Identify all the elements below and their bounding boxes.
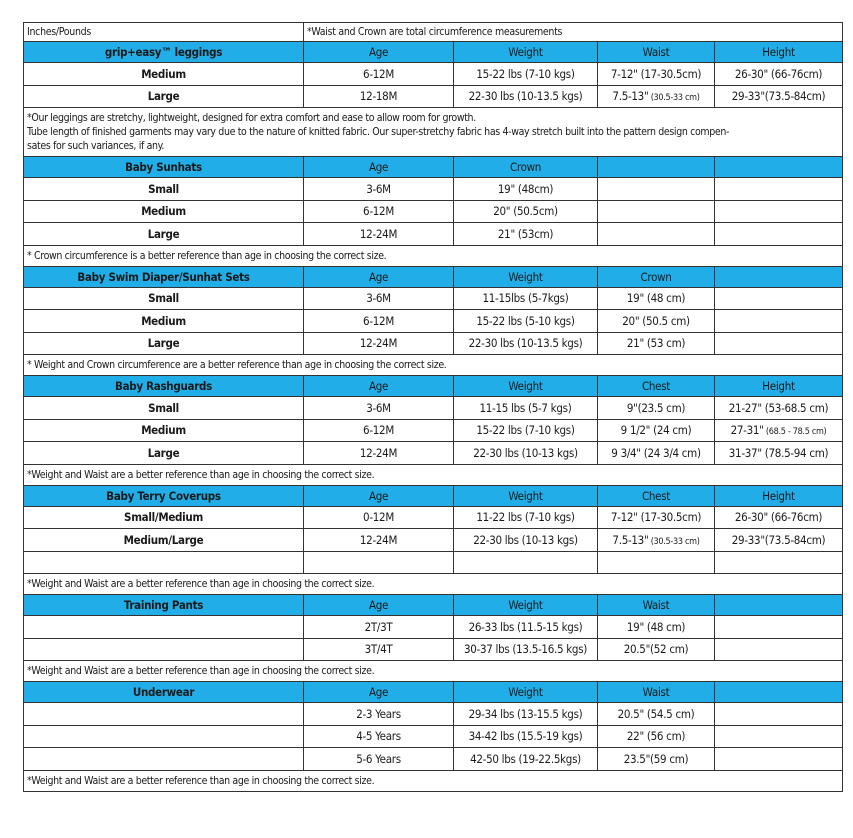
age-cell: 12-24M	[304, 529, 454, 552]
crown-cell: 21" (53cm)	[454, 223, 598, 246]
height-value: 27-31"	[730, 423, 764, 438]
chest-cell: 7-12" (17-30.5cm)	[598, 506, 715, 529]
size-label: Small	[24, 397, 304, 420]
empty-cell	[24, 551, 304, 574]
training-pants-header-row	[24, 595, 843, 616]
empty-cell	[715, 310, 843, 333]
note-row	[24, 108, 843, 157]
column-header-weight: Weight	[454, 682, 598, 703]
leggings-title: grip+easy™ leggings	[24, 42, 304, 63]
crown-cell: 19" (48cm)	[454, 178, 598, 201]
size-label: Small	[24, 287, 304, 310]
column-header-waist: Waist	[598, 595, 715, 616]
table-row	[24, 529, 843, 552]
leggings-note	[24, 108, 843, 157]
table-row	[24, 616, 843, 639]
note-row	[24, 770, 843, 791]
underwear-header-row	[24, 682, 843, 703]
coverups-header-row	[24, 485, 843, 506]
weight-cell: 11-22 lbs (7-10 kgs)	[454, 506, 598, 529]
chest-cell: 9 3/4" (24 3/4 cm)	[598, 442, 715, 465]
table-row	[24, 725, 843, 748]
circumference-note: *Waist and Crown are total circumference measurements	[304, 23, 843, 42]
crown-cell: 19" (48 cm)	[598, 287, 715, 310]
age-cell: 12-24M	[304, 332, 454, 355]
height-cell	[715, 419, 843, 442]
empty-cell	[715, 638, 843, 661]
sunhats-title: Baby Sunhats	[24, 157, 304, 178]
table-row	[24, 332, 843, 355]
weight-cell: 26-33 lbs (11.5-15 kgs)	[454, 616, 598, 639]
age-cell: 6-12M	[304, 63, 454, 86]
note-row	[24, 355, 843, 376]
size-label: Large	[24, 223, 304, 246]
waist-cell: 20.5" (54.5 cm)	[598, 703, 715, 726]
swim-sets-title: Baby Swim Diaper/Sunhat Sets	[24, 266, 304, 287]
note-line: sates for such variances, if any.	[27, 140, 165, 152]
training-pants-note: *Weight and Waist are a better reference than age in choosing the correct size.	[24, 661, 843, 682]
column-header-empty	[715, 157, 843, 178]
empty-cell	[24, 703, 304, 726]
column-header-weight: Weight	[454, 485, 598, 506]
size-label: Medium	[24, 419, 304, 442]
column-header-age: Age	[304, 42, 454, 63]
empty-cell	[598, 200, 715, 223]
column-header-height: Height	[715, 376, 843, 397]
units-row	[24, 23, 843, 42]
weight-cell: 15-22 lbs (5-10 kgs)	[454, 310, 598, 333]
size-label: Medium/Large	[24, 529, 304, 552]
size-label: Small/Medium	[24, 506, 304, 529]
size-label: Medium	[24, 310, 304, 333]
column-header-empty	[715, 682, 843, 703]
size-label: Medium	[24, 200, 304, 223]
weight-cell: 29-34 lbs (13-15.5 kgs)	[454, 703, 598, 726]
column-header-empty	[715, 266, 843, 287]
empty-cell	[24, 616, 304, 639]
coverups-note: *Weight and Waist are a better reference than age in choosing the correct size.	[24, 574, 843, 595]
empty-cell	[24, 638, 304, 661]
chest-cell: 9 1/2" (24 cm)	[598, 419, 715, 442]
waist-cell: 7-12" (17-30.5cm)	[598, 63, 715, 86]
table-row	[24, 442, 843, 465]
empty-cell	[24, 748, 304, 771]
note-line: Tube length of finished garments may vary due to the nature of knitted fabric. Our super-stretchy fabric has 4-way stretch built into the pattern design compen-	[27, 126, 730, 138]
empty-cell	[715, 332, 843, 355]
empty-cell	[598, 178, 715, 201]
table-row	[24, 419, 843, 442]
empty-cell	[304, 551, 454, 574]
training-pants-title: Training Pants	[24, 595, 304, 616]
table-row	[24, 748, 843, 771]
waist-cell: 19" (48 cm)	[598, 616, 715, 639]
weight-cell: 15-22 lbs (7-10 kgs)	[454, 63, 598, 86]
age-cell: 4-5 Years	[304, 725, 454, 748]
table-row	[24, 638, 843, 661]
column-header-waist: Waist	[598, 682, 715, 703]
note-row	[24, 661, 843, 682]
crown-cell: 20" (50.5cm)	[454, 200, 598, 223]
table-row	[24, 506, 843, 529]
coverups-title: Baby Terry Coverups	[24, 485, 304, 506]
age-cell: 3T/4T	[304, 638, 454, 661]
waist-cell: 20.5"(52 cm)	[598, 638, 715, 661]
weight-cell: 30-37 lbs (13.5-16.5 kgs)	[454, 638, 598, 661]
waist-cell: 23.5"(59 cm)	[598, 748, 715, 771]
column-header-height: Height	[715, 42, 843, 63]
height-cell: 26-30" (66-76cm)	[715, 63, 843, 86]
empty-cell	[715, 725, 843, 748]
age-cell: 12-18M	[304, 85, 454, 108]
table-row	[24, 178, 843, 201]
height-cell: 26-30" (66-76cm)	[715, 506, 843, 529]
height-cell: 21-27" (53-68.5 cm)	[715, 397, 843, 420]
empty-cell	[715, 178, 843, 201]
note-row	[24, 464, 843, 485]
leggings-header-row	[24, 42, 843, 63]
age-cell: 2T/3T	[304, 616, 454, 639]
column-header-age: Age	[304, 682, 454, 703]
table-row	[24, 310, 843, 333]
empty-cell	[24, 725, 304, 748]
column-header-chest: Chest	[598, 485, 715, 506]
note-row	[24, 245, 843, 266]
empty-cell	[598, 223, 715, 246]
sunhats-header-row	[24, 157, 843, 178]
rashguards-header-row	[24, 376, 843, 397]
empty-cell	[715, 748, 843, 771]
table-row	[24, 223, 843, 246]
empty-cell	[715, 200, 843, 223]
age-cell: 12-24M	[304, 223, 454, 246]
units-label: Inches/Pounds	[24, 23, 304, 42]
empty-cell	[715, 616, 843, 639]
table-row	[24, 703, 843, 726]
empty-cell	[715, 703, 843, 726]
age-cell: 3-6M	[304, 178, 454, 201]
age-cell: 3-6M	[304, 287, 454, 310]
crown-cell: 21" (53 cm)	[598, 332, 715, 355]
chest-cell: 9"(23.5 cm)	[598, 397, 715, 420]
age-cell: 6-12M	[304, 419, 454, 442]
column-header-chest: Chest	[598, 376, 715, 397]
weight-cell: 11-15 lbs (5-7 kgs)	[454, 397, 598, 420]
age-cell: 6-12M	[304, 200, 454, 223]
waist-cell: 22" (56 cm)	[598, 725, 715, 748]
column-header-height: Height	[715, 485, 843, 506]
note-line: *Our leggings are stretchy, lightweight, designed for extra comfort and ease to allow room for growth.	[27, 112, 476, 124]
size-label: Large	[24, 332, 304, 355]
weight-cell: 42-50 lbs (19-22.5kgs)	[454, 748, 598, 771]
height-metric: (68.5 - 78.5 cm)	[763, 427, 827, 438]
table-row	[24, 63, 843, 86]
waist-cell	[598, 85, 715, 108]
weight-cell: 22-30 lbs (10-13.5 kgs)	[454, 332, 598, 355]
empty-cell	[598, 551, 715, 574]
weight-cell: 22-30 lbs (10-13 kgs)	[454, 529, 598, 552]
rashguards-note: *Weight and Waist are a better reference than age in choosing the correct size.	[24, 464, 843, 485]
table-row	[24, 200, 843, 223]
age-cell: 3-6M	[304, 397, 454, 420]
underwear-note: *Weight and Waist are a better reference than age in choosing the correct size.	[24, 770, 843, 791]
swim-sets-note: * Weight and Crown circumference are a better reference than age in choosing the correct size.	[24, 355, 843, 376]
age-cell: 0-12M	[304, 506, 454, 529]
rashguards-title: Baby Rashguards	[24, 376, 304, 397]
empty-cell	[715, 287, 843, 310]
height-cell: 31-37" (78.5-94 cm)	[715, 442, 843, 465]
age-cell: 5-6 Years	[304, 748, 454, 771]
sunhats-note: * Crown circumference is a better reference than age in choosing the correct size.	[24, 245, 843, 266]
weight-cell: 15-22 lbs (7-10 kgs)	[454, 419, 598, 442]
column-header-weight: Weight	[454, 595, 598, 616]
crown-cell: 20" (50.5 cm)	[598, 310, 715, 333]
size-label: Small	[24, 178, 304, 201]
height-cell: 29-33"(73.5-84cm)	[715, 529, 843, 552]
column-header-age: Age	[304, 485, 454, 506]
waist-value: 7.5-13"	[612, 89, 649, 104]
size-label: Large	[24, 85, 304, 108]
weight-cell: 22-30 lbs (10-13 kgs)	[454, 442, 598, 465]
column-header-crown: Crown	[598, 266, 715, 287]
column-header-empty	[598, 157, 715, 178]
age-cell: 12-24M	[304, 442, 454, 465]
column-header-weight: Weight	[454, 376, 598, 397]
weight-cell: 11-15lbs (5-7kgs)	[454, 287, 598, 310]
column-header-weight: Weight	[454, 266, 598, 287]
table-row-empty	[24, 551, 843, 574]
size-label: Medium	[24, 63, 304, 86]
chest-value: 7.5-13"	[612, 532, 649, 547]
height-cell: 29-33"(73.5-84cm)	[715, 85, 843, 108]
swim-sets-header-row	[24, 266, 843, 287]
chest-metric: (30.5-33 cm)	[648, 536, 700, 547]
chest-cell	[598, 529, 715, 552]
weight-cell: 22-30 lbs (10-13.5 kgs)	[454, 85, 598, 108]
column-header-empty	[715, 595, 843, 616]
column-header-age: Age	[304, 376, 454, 397]
note-row	[24, 574, 843, 595]
size-label: Large	[24, 442, 304, 465]
age-cell: 2-3 Years	[304, 703, 454, 726]
weight-cell: 34-42 lbs (15.5-19 kgs)	[454, 725, 598, 748]
empty-cell	[715, 223, 843, 246]
table-row	[24, 397, 843, 420]
column-header-weight: Weight	[454, 42, 598, 63]
age-cell: 6-12M	[304, 310, 454, 333]
empty-cell	[454, 551, 598, 574]
table-row	[24, 287, 843, 310]
column-header-age: Age	[304, 157, 454, 178]
table-row	[24, 85, 843, 108]
empty-cell	[715, 551, 843, 574]
column-header-waist: Waist	[598, 42, 715, 63]
column-header-age: Age	[304, 266, 454, 287]
column-header-crown: Crown	[454, 157, 598, 178]
size-chart-table	[23, 22, 843, 792]
column-header-age: Age	[304, 595, 454, 616]
underwear-title: Underwear	[24, 682, 304, 703]
waist-metric: (30.5-33 cm)	[648, 93, 700, 104]
